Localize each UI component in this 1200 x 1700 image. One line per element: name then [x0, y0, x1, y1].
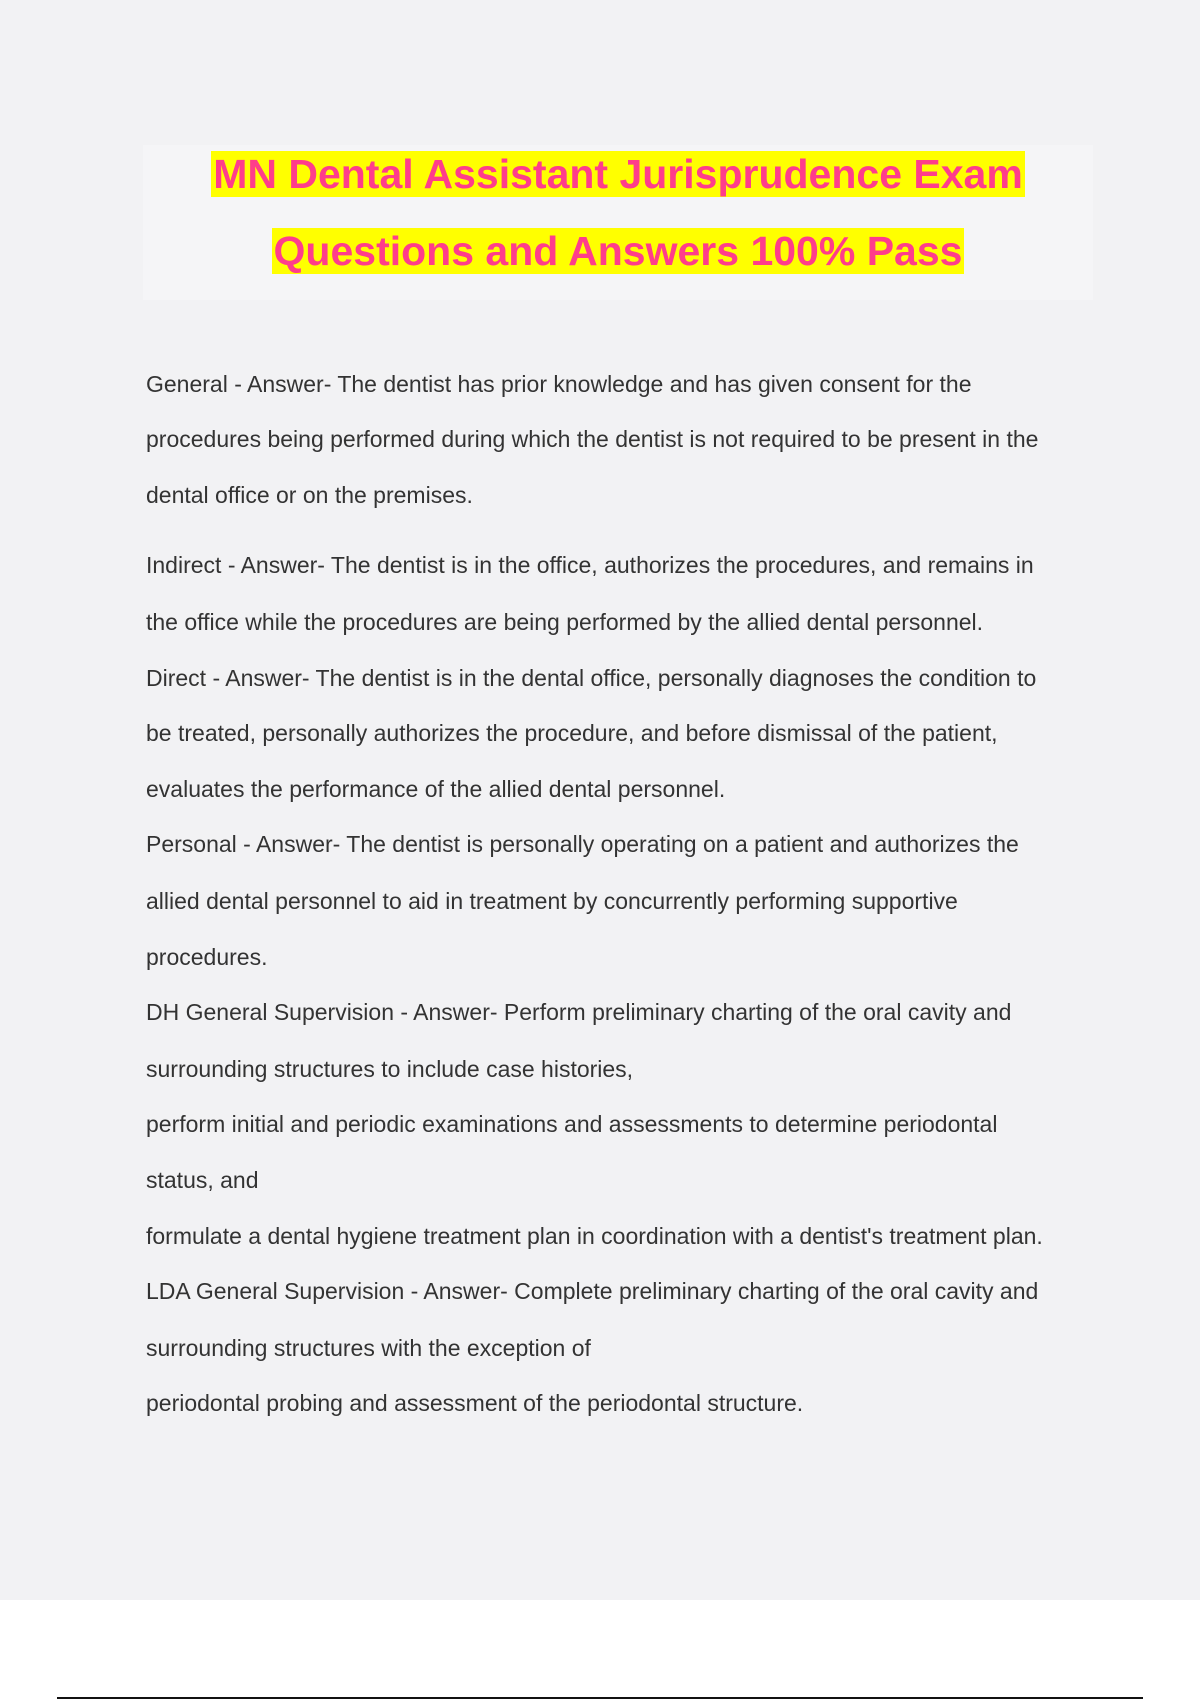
body-line: surrounding structures with the exception of: [146, 1335, 591, 1361]
footer-divider: [57, 1697, 1143, 1699]
document-title-text-2: Questions and Answers 100% Pass: [273, 228, 963, 274]
body-line: allied dental personnel to aid in treatment by concurrently performing supportive: [146, 888, 958, 914]
body-line: perform initial and periodic examinations and assessments to determine periodontal: [146, 1111, 998, 1137]
body-line: formulate a dental hygiene treatment plan in coordination with a dentist's treatment plan.: [146, 1223, 1043, 1249]
body-line: surrounding structures to include case histories,: [146, 1056, 634, 1082]
document-title-text-1: MN Dental Assistant Jurisprudence Exam: [213, 151, 1023, 197]
body-line: General - Answer- The dentist has prior knowledge and has given consent for the: [146, 371, 972, 397]
body-line: be treated, personally authorizes the procedure, and before dismissal of the patient,: [146, 720, 998, 746]
body-line: Indirect - Answer- The dentist is in the office, authorizes the procedures, and remains in: [146, 552, 1034, 578]
body-line: Direct - Answer- The dentist is in the dental office, personally diagnoses the condition to: [146, 665, 1037, 691]
body-line: evaluates the performance of the allied dental personnel.: [146, 776, 726, 802]
body-line: DH General Supervision - Answer- Perform preliminary charting of the oral cavity and: [146, 999, 1012, 1025]
body-line: Personal - Answer- The dentist is personally operating on a patient and authorizes the: [146, 831, 1019, 857]
body-line: periodontal probing and assessment of the periodontal structure.: [146, 1390, 804, 1416]
body-line: dental office or on the premises.: [146, 482, 473, 508]
body-line: procedures being performed during which the dentist is not required to be present in the: [146, 426, 1039, 452]
document-title-line-2: [143, 227, 1093, 275]
document-title-line-1: [143, 150, 1093, 198]
title-box: [143, 145, 1093, 300]
body-line: the office while the procedures are being performed by the allied dental personnel.: [146, 609, 984, 635]
body-line: status, and: [146, 1167, 259, 1193]
body-line: procedures.: [146, 944, 268, 970]
body-line: LDA General Supervision - Answer- Complete preliminary charting of the oral cavity and: [146, 1278, 1039, 1304]
